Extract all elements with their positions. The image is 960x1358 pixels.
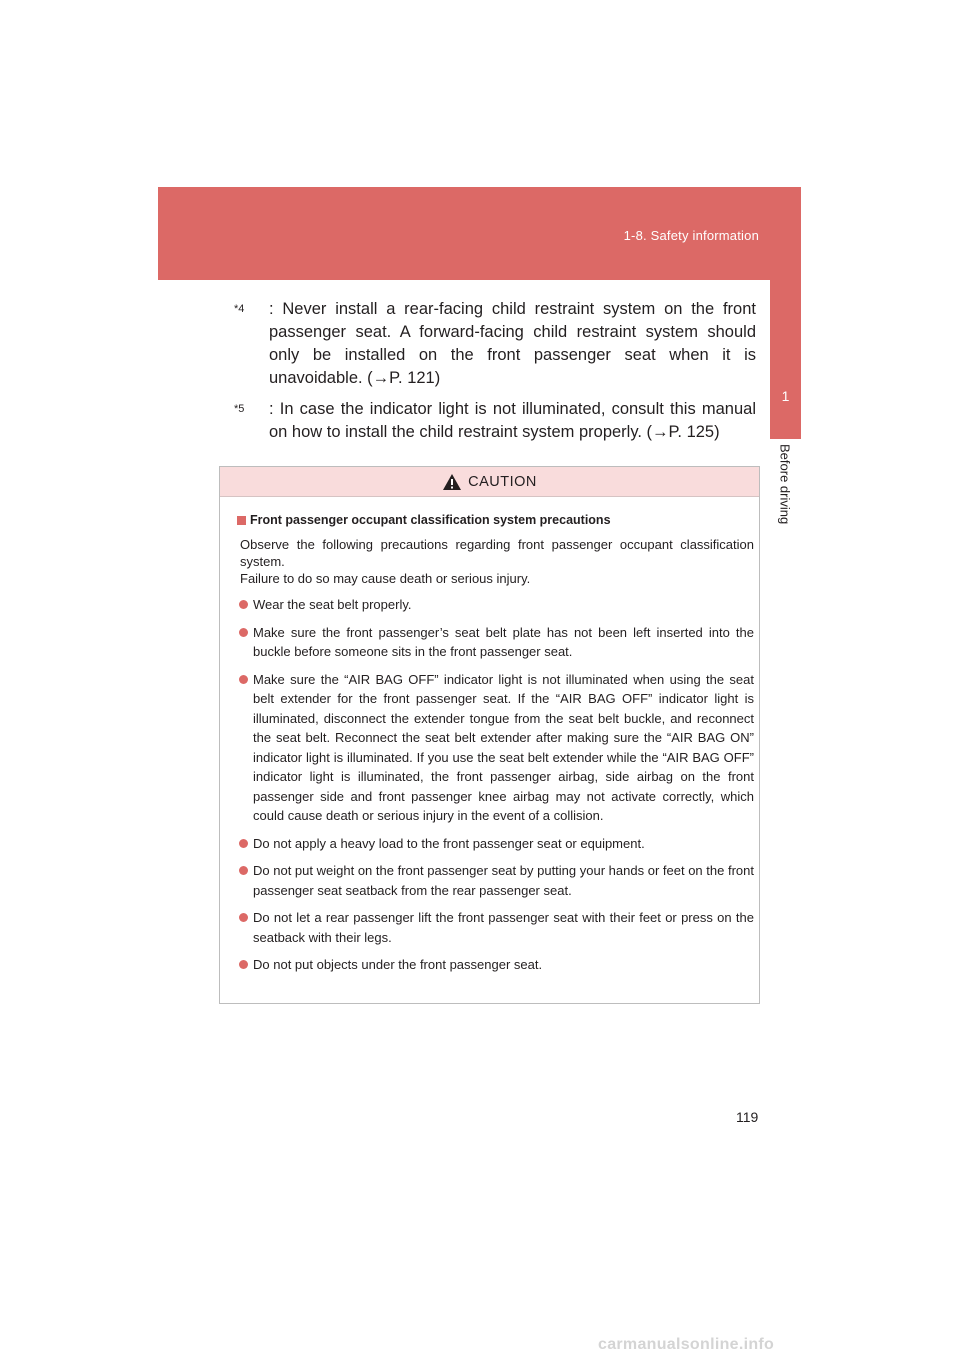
footnote-marker: *5: [234, 403, 245, 415]
caution-body: [220, 497, 759, 975]
warning-triangle-icon: [442, 473, 462, 491]
header-band: [158, 187, 801, 280]
footnote-text: : Never install a rear-facing child restraint system on the front passenger seat. A forward-facing child restraint system should only be installed on the front passenger seat when it is unavoidable. (→P. 121): [269, 300, 756, 387]
footnote-marker: *4: [234, 303, 245, 315]
watermark: carmanualsonline.info: [598, 1336, 775, 1353]
chapter-number: 1: [781, 388, 790, 404]
caution-title: CAUTION: [468, 473, 537, 490]
footnote-text: : In case the indicator light is not illuminated, consult this manual on how to install the child restraint system properly. (→P. 125): [269, 400, 756, 441]
caution-intro-line: Observe the following precautions regarding front passenger occupant classification system.: [240, 537, 754, 569]
bullet-dot-icon: [239, 913, 248, 922]
bullet-dot-icon: [239, 960, 248, 969]
caution-bullet: [237, 595, 754, 615]
caution-bullet-text: Do not apply a heavy load to the front passenger seat or equipment.: [253, 835, 645, 851]
footnotes: [234, 298, 756, 452]
caution-bullet-text: Do not put weight on the front passenger seat by putting your hands or feet on the front passenger seat seatback from the rear passenger seat.: [253, 863, 754, 898]
caution-bullet: [237, 908, 754, 947]
caution-heading-text: Front passenger occupant classification system precautions: [250, 513, 611, 527]
footnote-4: [234, 298, 756, 390]
caution-heading: [237, 512, 754, 529]
caution-intro-line: Failure to do so may cause death or serious injury.: [240, 571, 531, 586]
caution-bullet-text: Make sure the “AIR BAG OFF” indicator light is not illuminated when using the seat belt extender for the front passenger seat. If the “AIR BAG OFF” indicator light is illuminated, disconnect the extender tongue from the seat belt buckle, and reconnect the seat belt. Reconnect the seat belt extender after making sure the “AIR BAG ON” indicator light is illuminated. If you use the seat belt extender while the “AIR BAG OFF” indicator light is illuminated, the front passenger airbag, side airbag on the front passenger side and front passenger knee airbag may not activate correctly, which could cause death or serious injury in the event of a collision.: [253, 671, 754, 823]
caution-bullet-text: Do not put objects under the front passenger seat.: [253, 957, 543, 972]
chapter-label: Before driving: [777, 444, 793, 525]
caution-bullet-text: Make sure the front passenger’s seat belt plate has not been left inserted into the buckle before someone sits in the front passenger seat.: [253, 624, 754, 659]
footnote-5: [234, 398, 756, 444]
caution-bullet-text: Wear the seat belt properly.: [253, 597, 412, 612]
bullet-dot-icon: [239, 866, 248, 875]
bullet-dot-icon: [239, 839, 248, 848]
section-title: 1-8. Safety information: [623, 228, 759, 243]
square-bullet-icon: [237, 516, 246, 525]
caution-intro: [237, 536, 754, 587]
bullet-dot-icon: [239, 675, 248, 684]
chapter-tab: [770, 280, 801, 439]
bullet-dot-icon: [239, 600, 248, 609]
caution-box: [219, 466, 760, 1004]
caution-header: [220, 467, 759, 497]
chapter-label-container: [769, 444, 801, 564]
caution-bullet: [237, 955, 754, 975]
caution-bullet: [237, 861, 754, 900]
caution-bullet-text: Do not let a rear passenger lift the front passenger seat with their feet or press on the seatback with their legs.: [253, 910, 754, 945]
page-number: 119: [736, 1109, 759, 1125]
bullet-dot-icon: [239, 628, 248, 637]
caution-bullet: [237, 670, 754, 826]
caution-bullet: [237, 623, 754, 662]
caution-bullet: [237, 834, 754, 854]
